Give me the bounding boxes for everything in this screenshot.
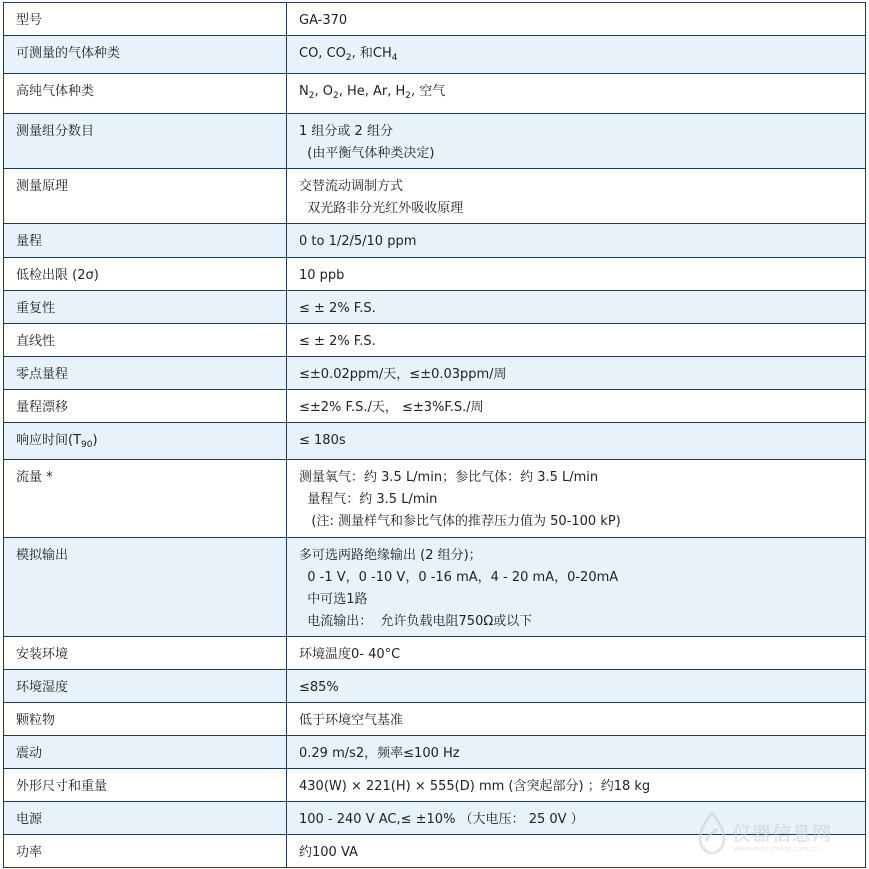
row-label: 型号 xyxy=(4,3,287,36)
row-label: 可测量的气体种类 xyxy=(4,36,287,74)
row-value: ≤ 180s xyxy=(287,423,866,460)
row-value: 430(W) × 221(H) × 555(D) mm (含突起部分) ；约18 kg xyxy=(287,769,866,802)
row-value: 交替流动调制方式 双光路非分光红外吸收原理 xyxy=(287,169,866,224)
table-row xyxy=(4,258,866,291)
table-row xyxy=(4,114,866,169)
row-value: ≤ ± 2% F.S. xyxy=(287,324,866,357)
table-row xyxy=(4,390,866,423)
table-row xyxy=(4,169,866,224)
row-label: 低检出限 (2σ) xyxy=(4,258,287,291)
table-row xyxy=(4,3,866,36)
spec-table xyxy=(3,2,866,868)
table-row xyxy=(4,291,866,324)
row-value: CO, $CO_2$, 和$CH_4$ xyxy=(287,36,866,74)
row-value: ≤±0.02ppm/天，≤±0.03ppm/周 xyxy=(287,357,866,390)
row-label: 模拟输出 xyxy=(4,538,287,637)
table-row xyxy=(4,637,866,670)
row-label: 电源 xyxy=(4,802,287,835)
row-label: 测量原理 xyxy=(4,169,287,224)
table-row xyxy=(4,357,866,390)
table-row xyxy=(4,538,866,637)
table-row xyxy=(4,224,866,258)
table-row xyxy=(4,74,866,114)
table-row xyxy=(4,703,866,736)
row-value: 低于环境空气基准 xyxy=(287,703,866,736)
table-row xyxy=(4,670,866,703)
row-label: 颗粒物 xyxy=(4,703,287,736)
row-label: 量程 xyxy=(4,224,287,258)
row-label: 直线性 xyxy=(4,324,287,357)
table-row xyxy=(4,324,866,357)
row-label: 零点量程 xyxy=(4,357,287,390)
table-row xyxy=(4,769,866,802)
row-label: 安装环境 xyxy=(4,637,287,670)
watermark-subtext: www.instrument.com.cn xyxy=(734,845,819,853)
row-value: $N_2$, $O_2$, He, Ar, $H_2$, 空气 xyxy=(287,74,866,114)
row-value: 1 组分或 2 组分 (由平衡气体种类决定) xyxy=(287,114,866,169)
row-label: 震动 xyxy=(4,736,287,769)
table-row xyxy=(4,736,866,769)
row-label: 环境湿度 xyxy=(4,670,287,703)
table-row xyxy=(4,423,866,460)
row-value: 10 ppb xyxy=(287,258,866,291)
row-label: 量程漂移 xyxy=(4,390,287,423)
watermark-logo-icon xyxy=(694,811,730,855)
row-value: 约100 VA xyxy=(287,835,866,868)
row-label: 功率 xyxy=(4,835,287,868)
row-label: 高纯气体种类 xyxy=(4,74,287,114)
row-value: 多可选两路绝缘输出 (2 组分)； 0 -1 V，0 -10 V，0 -16 mA，4 - 20 mA，0-20mA 中可选1路 电流输出： 允许负载电阻750Ω或以下 xyxy=(287,538,866,637)
row-value: 100 - 240 V AC,≤ ±10% （大电压： 25 0V ） xyxy=(287,802,866,835)
row-label: 响应时间$(T_{90})$ xyxy=(4,423,287,460)
watermark-text: 仪器信息网 xyxy=(732,823,833,845)
row-value: GA-370 xyxy=(287,3,866,36)
row-value: 环境温度0- 40°C xyxy=(287,637,866,670)
watermark xyxy=(692,807,862,861)
row-value: ≤±2% F.S./天， ≤±3%F.S./周 xyxy=(287,390,866,423)
row-value: 0 to 1/2/5/10 ppm xyxy=(287,224,866,258)
table-row xyxy=(4,460,866,538)
row-label: 测量组分数目 xyxy=(4,114,287,169)
row-label: 流量 * xyxy=(4,460,287,538)
row-value: 0.29 m/s2，频率≤100 Hz xyxy=(287,736,866,769)
row-label: 重复性 xyxy=(4,291,287,324)
row-label: 外形尺寸和重量 xyxy=(4,769,287,802)
row-value: ≤85% xyxy=(287,670,866,703)
row-value: ≤ ± 2% F.S. xyxy=(287,291,866,324)
table-row xyxy=(4,36,866,74)
row-value: 测量氧气：约 3.5 L/min；参比气体：约 3.5 L/min 量程气：约 3.5 L/min (注: 测量样气和参比气体的推荐压力值为 50-100 kP) xyxy=(287,460,866,538)
